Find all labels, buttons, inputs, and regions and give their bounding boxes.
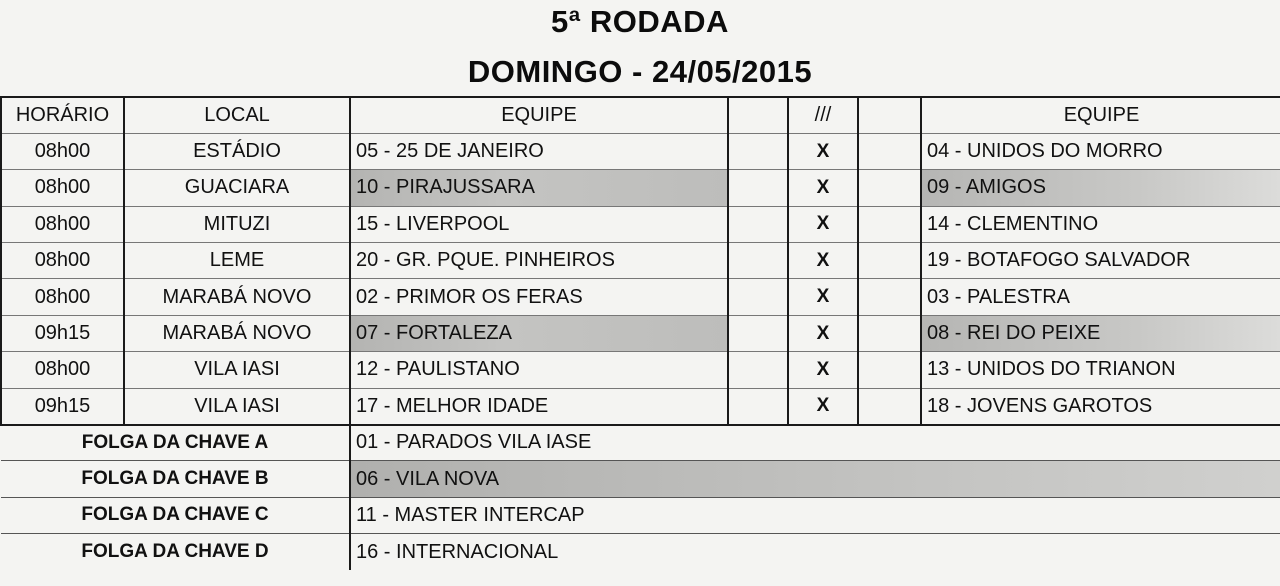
match-home-team: 17 - MELHOR IDADE: [350, 388, 728, 424]
bye-label: FOLGA DA CHAVE C: [1, 497, 350, 533]
table-row: [1, 170, 1280, 206]
table-row: [1, 352, 1280, 388]
table-row: [1, 388, 1280, 424]
match-versus: X: [788, 243, 858, 279]
match-local: VILA IASI: [124, 388, 350, 424]
match-versus: X: [788, 133, 858, 169]
table-row: [1, 133, 1280, 169]
match-time: 09h15: [1, 315, 124, 351]
match-spacer-left: [728, 388, 788, 424]
match-home-team: 20 - GR. PQUE. PINHEIROS: [350, 243, 728, 279]
match-spacer-right: [858, 315, 921, 351]
match-home-team: 05 - 25 DE JANEIRO: [350, 133, 728, 169]
table-row: [1, 315, 1280, 351]
header-spacer-right: [858, 97, 921, 133]
table-header-row: [1, 97, 1280, 133]
match-local: MITUZI: [124, 206, 350, 242]
match-time: 08h00: [1, 352, 124, 388]
match-time: 08h00: [1, 279, 124, 315]
match-versus: X: [788, 388, 858, 424]
table-row: [1, 206, 1280, 242]
date-title: DOMINGO - 24/05/2015: [467, 54, 813, 89]
bye-row: [1, 497, 1280, 533]
match-away-team: 03 - PALESTRA: [921, 279, 1280, 315]
bye-team: 06 - VILA NOVA: [350, 461, 1280, 497]
match-local: MARABÁ NOVO: [124, 315, 350, 351]
match-spacer-left: [728, 315, 788, 351]
schedule-table-body: [1, 97, 1280, 570]
match-home-team: 10 - PIRAJUSSARA: [350, 170, 728, 206]
match-time: 08h00: [1, 206, 124, 242]
match-away-team: 19 - BOTAFOGO SALVADOR: [921, 243, 1280, 279]
match-home-team: 02 - PRIMOR OS FERAS: [350, 279, 728, 315]
match-time: 08h00: [1, 170, 124, 206]
match-versus: X: [788, 206, 858, 242]
match-versus: X: [788, 315, 858, 351]
match-home-team: 07 - FORTALEZA: [350, 315, 728, 351]
round-title: 5ª RODADA: [551, 4, 729, 39]
bye-label: FOLGA DA CHAVE B: [1, 461, 350, 497]
match-spacer-left: [728, 133, 788, 169]
match-away-team: 09 - AMIGOS: [921, 170, 1280, 206]
match-spacer-right: [858, 352, 921, 388]
match-home-team: 15 - LIVERPOOL: [350, 206, 728, 242]
match-away-team: 14 - CLEMENTINO: [921, 206, 1280, 242]
match-home-team: 12 - PAULISTANO: [350, 352, 728, 388]
match-spacer-left: [728, 352, 788, 388]
bye-row: [1, 425, 1280, 461]
bye-team: 11 - MASTER INTERCAP: [350, 497, 1280, 533]
match-spacer-left: [728, 243, 788, 279]
header-equipe-away: EQUIPE: [921, 97, 1280, 133]
match-spacer-right: [858, 206, 921, 242]
bye-team: 16 - INTERNACIONAL: [350, 534, 1280, 570]
match-spacer-right: [858, 243, 921, 279]
match-time: 08h00: [1, 243, 124, 279]
match-versus: X: [788, 279, 858, 315]
bye-team: 01 - PARADOS VILA IASE: [350, 425, 1280, 461]
match-local: LEME: [124, 243, 350, 279]
match-local: ESTÁDIO: [124, 133, 350, 169]
header-versus: ///: [788, 97, 858, 133]
match-away-team: 04 - UNIDOS DO MORRO: [921, 133, 1280, 169]
table-row: [1, 243, 1280, 279]
match-spacer-right: [858, 279, 921, 315]
match-spacer-right: [858, 170, 921, 206]
bye-row: [1, 461, 1280, 497]
match-local: GUACIARA: [124, 170, 350, 206]
header-spacer-left: [728, 97, 788, 133]
match-spacer-left: [728, 206, 788, 242]
match-away-team: 18 - JOVENS GAROTOS: [921, 388, 1280, 424]
bye-row: [1, 534, 1280, 570]
match-away-team: 08 - REI DO PEIXE: [921, 315, 1280, 351]
match-time: 08h00: [1, 133, 124, 169]
table-row: [1, 279, 1280, 315]
bye-label: FOLGA DA CHAVE A: [1, 425, 350, 461]
match-away-team: 13 - UNIDOS DO TRIANON: [921, 352, 1280, 388]
match-versus: X: [788, 170, 858, 206]
match-spacer-left: [728, 279, 788, 315]
match-time: 09h15: [1, 388, 124, 424]
match-spacer-right: [858, 133, 921, 169]
bye-label: FOLGA DA CHAVE D: [1, 534, 350, 570]
match-local: VILA IASI: [124, 352, 350, 388]
header-horario: HORÁRIO: [1, 97, 124, 133]
header-local: LOCAL: [124, 97, 350, 133]
schedule-table: [0, 96, 1280, 570]
match-local: MARABÁ NOVO: [124, 279, 350, 315]
match-spacer-left: [728, 170, 788, 206]
match-spacer-right: [858, 388, 921, 424]
header-equipe-home: EQUIPE: [350, 97, 728, 133]
match-versus: X: [788, 352, 858, 388]
